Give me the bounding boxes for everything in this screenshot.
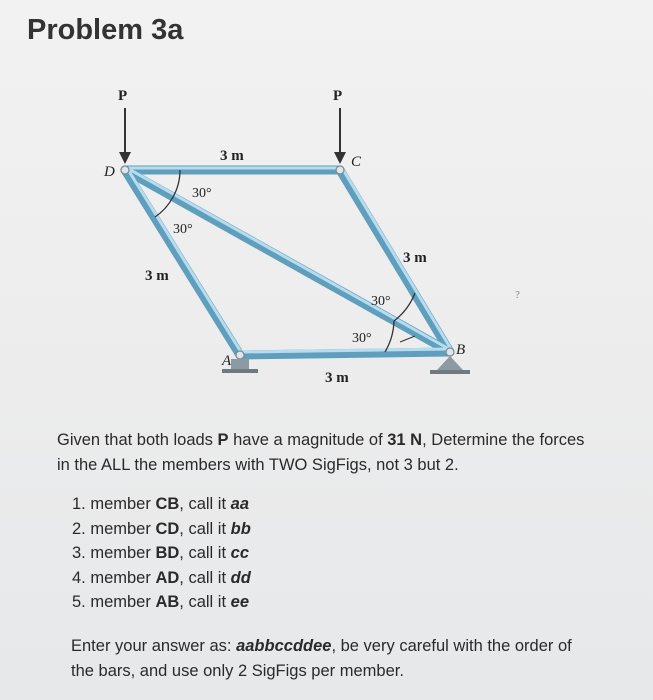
joint-C-pin xyxy=(336,166,344,174)
joint-label-C: C xyxy=(351,154,362,170)
list-item: 5. member AB, call it ee xyxy=(72,593,250,611)
answer-instructions: Enter your answer as: aabbccddee, be very careful with the order of the bars, and use only 2 SigFigs per member. xyxy=(71,637,572,680)
truss-members xyxy=(125,170,450,355)
page-title: Problem 3a xyxy=(27,14,184,46)
joint-D-pin xyxy=(121,166,129,174)
load-arrow-left xyxy=(119,108,131,164)
list-item: 1. member CB, call it aa xyxy=(72,495,250,513)
load-magnitude: 31 N xyxy=(387,431,423,449)
joint-label-B: B xyxy=(456,342,466,358)
load-label-left: P xyxy=(118,88,128,104)
list-item: 4. member AD, call it dd xyxy=(72,568,251,587)
dimension-CB: 3 m xyxy=(403,250,427,266)
joint-label-D: D xyxy=(104,164,115,180)
load-label-right: P xyxy=(333,88,343,104)
dimension-AD: 3 m xyxy=(145,268,169,284)
member-list xyxy=(72,492,251,615)
member-BD xyxy=(125,170,450,352)
truss-figure xyxy=(85,80,520,395)
angle-label-D-lower: 30° xyxy=(173,222,193,237)
joint-A-pin xyxy=(236,351,244,359)
angle-arc-B-lower xyxy=(385,321,394,352)
list-item: 2. member CD, call it bb xyxy=(72,519,251,538)
joint-B-pin xyxy=(446,348,454,356)
dimension-AB: 3 m xyxy=(325,370,349,386)
list-item: 3. member BD, call it cc xyxy=(72,544,250,562)
load-symbol: P xyxy=(217,431,229,449)
stray-mark: ? xyxy=(515,289,520,301)
dimension-DC: 3 m xyxy=(220,148,244,164)
problem-statement: Given that both loads P have a magnitude of 31 N, Determine the forces in the ALL the members with TWO SigFigs, not 3 but 2. xyxy=(57,431,585,474)
load-arrow-right xyxy=(334,108,346,164)
angle-label-D-upper: 30° xyxy=(192,186,212,201)
angle-label-B-upper: 30° xyxy=(371,294,391,309)
answer-format: aabbccddee xyxy=(236,637,332,655)
angle-pointer xyxy=(400,336,415,342)
support-B xyxy=(430,356,470,374)
joint-label-A: A xyxy=(222,353,232,369)
angle-label-B-lower: 30° xyxy=(352,331,372,346)
